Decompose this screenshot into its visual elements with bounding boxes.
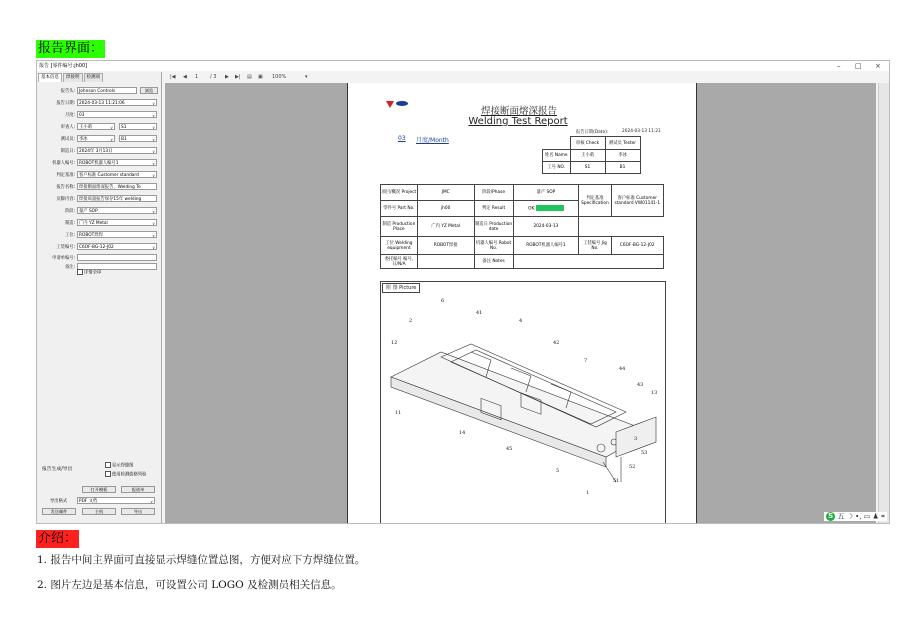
prod-date-label: 制造日 Production date [474, 217, 513, 237]
callout-label: 44 [619, 366, 626, 372]
input-method-s-logo[interactable]: S [828, 511, 834, 520]
field-input[interactable] [77, 99, 157, 106]
field-label: 制造日: [60, 149, 75, 154]
callout-label: 41 [476, 310, 483, 316]
zoom-dropdown-icon[interactable]: ▾ [305, 74, 308, 80]
field-input-secondary[interactable] [119, 123, 157, 130]
callout-label: 7 [584, 358, 588, 364]
chevron-down-icon: ∨ [152, 125, 155, 130]
month-number: 03 [398, 135, 406, 142]
company-logo-blue [396, 101, 408, 106]
export-icon[interactable]: ▣ [258, 74, 263, 80]
user-icon[interactable]: ♟ [872, 512, 879, 520]
chevron-down-icon: ∨ [152, 101, 155, 106]
no-check: S1 [570, 162, 605, 174]
field-row [37, 87, 161, 96]
field-value: 李冰 [79, 137, 88, 142]
export-section-label: 报告生成/导出 [42, 467, 73, 472]
field-label: 测试员: [60, 137, 75, 142]
system-tray [824, 512, 887, 522]
info-table [380, 184, 664, 269]
project-value: JMC [417, 185, 474, 201]
report-date-label: 报告日期(Date): [576, 130, 609, 135]
field-value: 2024-03-13 11:21:06 [79, 101, 125, 106]
chevron-down-icon: ∨ [152, 209, 155, 214]
phase-value: 量产 SOP [513, 185, 579, 201]
keyboard-icon[interactable]: ▭ [863, 512, 871, 520]
name-tester: 李冰 [605, 150, 640, 162]
field-label: 审查人: [60, 125, 75, 130]
field-row [37, 99, 161, 108]
field-input[interactable] [77, 171, 157, 178]
field-row [37, 243, 161, 252]
minimize-button[interactable]: – [837, 62, 841, 70]
callout-label: 42 [553, 340, 560, 346]
field-value: 03 [79, 113, 85, 118]
phase-label: 阶段/Phase [474, 185, 513, 201]
field-input[interactable] [77, 219, 157, 226]
print-icon[interactable]: ▤ [247, 74, 252, 80]
field-row [37, 195, 161, 204]
window-title: 报告 [零件编号:jh00] [39, 63, 88, 69]
field-input[interactable] [77, 254, 157, 261]
chevron-down-icon: ∨ [152, 161, 155, 166]
vertical-scrollbar[interactable] [878, 83, 889, 523]
field-label: 工装编号: [56, 245, 75, 250]
open-template-button[interactable]: 打开模板 [82, 486, 116, 493]
master-button[interactable]: 主机 [82, 508, 116, 515]
field-label: 月度: [64, 113, 75, 118]
chevron-down-icon: ∨ [110, 125, 113, 130]
field-row [37, 207, 161, 216]
result-value: OK [528, 206, 535, 212]
field-row [37, 254, 161, 263]
print-all-option[interactable] [37, 268, 161, 277]
field-row [37, 183, 161, 192]
field-row [37, 123, 161, 132]
use-values-checkbox[interactable] [105, 471, 111, 477]
moon-icon[interactable]: ☽ [846, 512, 853, 520]
field-row [37, 135, 161, 144]
first-page-icon[interactable]: |◀ [170, 74, 176, 80]
field-row [37, 147, 161, 156]
place-label: 制造 Production Place [381, 217, 418, 237]
tab-basic-info[interactable]: 基本信息 [38, 73, 62, 82]
field-input[interactable] [77, 195, 157, 202]
robot-value: ROBOT机器人编号1 [513, 237, 579, 255]
field-row [37, 159, 161, 168]
part-value: jh00 [417, 201, 474, 217]
field-value: 王小萌 [79, 125, 92, 130]
callout-label: 52 [629, 464, 636, 470]
field-row [37, 111, 161, 120]
no-tester: B1 [605, 162, 640, 174]
field-row [37, 171, 161, 180]
use-values-label: 使用检测值格列验 [112, 472, 147, 478]
spec-label: 判定基准 Specification [579, 185, 611, 217]
project-label: 项目/概况 Project [381, 185, 418, 201]
callout-label: 6 [441, 298, 445, 304]
chevron-down-icon: ∨ [152, 233, 155, 238]
fixture-drawing [381, 282, 665, 524]
export-button[interactable]: 导出 [121, 508, 155, 515]
field-value: 焊接断面熔深报告、Welding Te [79, 185, 141, 190]
field-label: 判定基准: [56, 173, 75, 178]
name-check: 王小萌 [570, 150, 605, 162]
picture-label: 附 图 Picture [382, 283, 420, 293]
robot-label: 机器人编号 Robot No. [474, 237, 513, 255]
note-1: 1. 报告中间主界面可直接显示焊缝位置总图，方便对应下方焊缝位置。 [37, 554, 366, 566]
section-heading: 报告界面： [38, 41, 104, 56]
field-value: 焊接质量报告保存15年 welding [79, 197, 142, 202]
chevron-down-icon: ∨ [152, 149, 155, 154]
request-label: 委托编号 编号, 日/N/A [381, 255, 418, 269]
field-label: 制造: [64, 221, 75, 226]
tester-header: 测试员 Tester [605, 137, 640, 150]
jig-value: C6OF-BG-12-J02 [611, 237, 663, 255]
field-input[interactable] [77, 135, 115, 142]
export-format-select[interactable] [77, 497, 155, 504]
field-input[interactable] [77, 123, 115, 130]
dot-icon[interactable]: •, [855, 512, 862, 520]
field-label: 备注: [64, 265, 75, 270]
show-weld-checkbox[interactable] [105, 462, 111, 468]
callout-label: 1 [586, 490, 590, 496]
field-row [37, 231, 161, 240]
callout-label: 4 [519, 318, 523, 324]
field-value: Johnson Controls [79, 89, 116, 94]
callout-label: 53 [641, 450, 648, 456]
result-indicator [536, 205, 564, 211]
field-value: 2024年 3月13日 [79, 149, 113, 154]
chevron-down-icon: ∨ [150, 499, 153, 504]
report-title-en: Welding Test Report [468, 116, 568, 127]
field-input[interactable] [77, 111, 157, 118]
callout-label: 51 [613, 478, 620, 484]
callout-label: 12 [391, 340, 398, 346]
field-value-secondary: B1 [121, 137, 127, 142]
part-label: 零件号 Part No. [381, 201, 418, 217]
callout-label: 13 [651, 390, 658, 396]
field-value: ROBOT机器人编号1 [79, 161, 119, 166]
equip-label: 工位 Welding equipment [381, 237, 418, 255]
current-page[interactable]: 1 [195, 74, 199, 80]
note-2: 2. 图片左边是基本信息，可设置公司 LOGO 及检测员相关信息。 [37, 579, 342, 591]
chevron-down-icon: ∨ [152, 221, 155, 226]
field-row [37, 219, 161, 228]
intro-heading: 介绍： [38, 531, 78, 546]
chevron-down-icon: ∨ [110, 137, 113, 142]
left-panel [37, 72, 162, 523]
result-cell [513, 201, 579, 217]
field-input[interactable] [77, 159, 157, 166]
chevron-down-icon: ∨ [152, 113, 155, 118]
callout-label: 5 [556, 468, 560, 474]
field-input[interactable] [77, 183, 157, 190]
company-logo-red [386, 101, 394, 108]
maximize-button[interactable]: □ [855, 62, 862, 70]
no-label: 工号 NO. [543, 162, 571, 174]
print-all-checkbox[interactable] [77, 269, 83, 275]
callout-label: 2 [409, 318, 413, 324]
zoom-level[interactable]: 100% [272, 74, 287, 80]
field-label: 申请单编号: [52, 256, 75, 261]
callout-label: 11 [395, 410, 402, 416]
report-viewer [165, 83, 876, 523]
field-value: ROBOT焊焊 [79, 233, 103, 238]
field-label: 报告名称: [56, 185, 75, 190]
report-title-cn: 焊接断面熔深报告 [480, 106, 557, 117]
equip-value: ROBOT焊接 [417, 237, 474, 255]
month-label: 月度/Month [416, 137, 449, 144]
title-bar [37, 61, 889, 71]
name-label: 姓名 Name [543, 150, 571, 162]
field-input[interactable] [77, 243, 157, 250]
last-page-icon[interactable]: ▶| [235, 74, 241, 80]
prod-date-value: 2024-03-13 [513, 217, 579, 237]
panel-tabs [38, 73, 104, 82]
chevron-down-icon: ∨ [152, 245, 155, 250]
spec-value: 客户标准 Customer standard VW01141-1 [611, 185, 663, 217]
save-report-button[interactable]: 报道单 [121, 486, 155, 493]
chevron-down-icon: ∨ [152, 173, 155, 178]
close-button[interactable]: × [875, 62, 881, 70]
field-input-secondary[interactable] [119, 135, 157, 142]
field-input[interactable] [77, 231, 157, 238]
callout-label: 14 [459, 430, 466, 436]
tab-weld-detail[interactable]: 焊接明 [63, 73, 83, 82]
callout-label: 43 [637, 382, 644, 388]
report-date-value: 2024-03-13 11:21 [622, 129, 661, 134]
picture-area [380, 281, 666, 524]
field-input[interactable] [77, 207, 157, 214]
signature-table [542, 136, 641, 174]
print-all-label: 详情全印 [84, 270, 102, 276]
prev-page-icon[interactable]: ◀ [183, 74, 187, 80]
callout-label: 3 [634, 436, 638, 442]
browse-button[interactable]: 浏览 [140, 87, 158, 94]
next-page-icon[interactable]: ▶ [225, 74, 229, 80]
field-value: 客户标准 Customer standard [79, 173, 139, 178]
result-label: 判定 Result [474, 201, 513, 217]
callout-label: 45 [506, 446, 513, 452]
report-page [347, 83, 697, 523]
export-format-label: 导出格式 [50, 499, 68, 504]
report-window [36, 60, 890, 524]
field-value-secondary: S1 [121, 125, 127, 130]
tab-inspection[interactable]: 检测项 [84, 73, 104, 82]
field-label: 阶段: [64, 209, 75, 214]
show-weld-label: 显示焊缝图 [112, 463, 134, 469]
chevron-down-icon: ∨ [152, 137, 155, 142]
page-total: / 3 [210, 74, 217, 80]
chinese-input-indicator[interactable]: 五 [837, 512, 845, 520]
field-label: 报告头: [60, 89, 75, 94]
field-label: 页脚内容: [56, 197, 75, 202]
export-format-value: PDF 文档 [79, 499, 98, 504]
viewer-toolbar [165, 72, 888, 82]
place-value: 广内 YZ Metal [417, 217, 474, 237]
field-value: 广内 YZ Metal [79, 221, 108, 226]
jig-label: 工装编号 Jig No. [579, 237, 611, 255]
field-value: 量产 SOP [79, 209, 98, 214]
check-header: 审核 Check [570, 137, 605, 150]
field-label: 工位: [64, 233, 75, 238]
field-label: 报告日期: [56, 101, 75, 106]
field-label: 机器人编号: [52, 161, 75, 166]
field-input[interactable] [77, 87, 137, 94]
notes-label: 备注 Notes [474, 255, 513, 269]
field-value: C6OF-BG-12-J02 [79, 245, 114, 250]
send-mail-button[interactable]: 发送邮件 [42, 508, 76, 515]
grid-icon[interactable]: ⌗ [881, 512, 885, 520]
field-input[interactable] [77, 147, 157, 154]
